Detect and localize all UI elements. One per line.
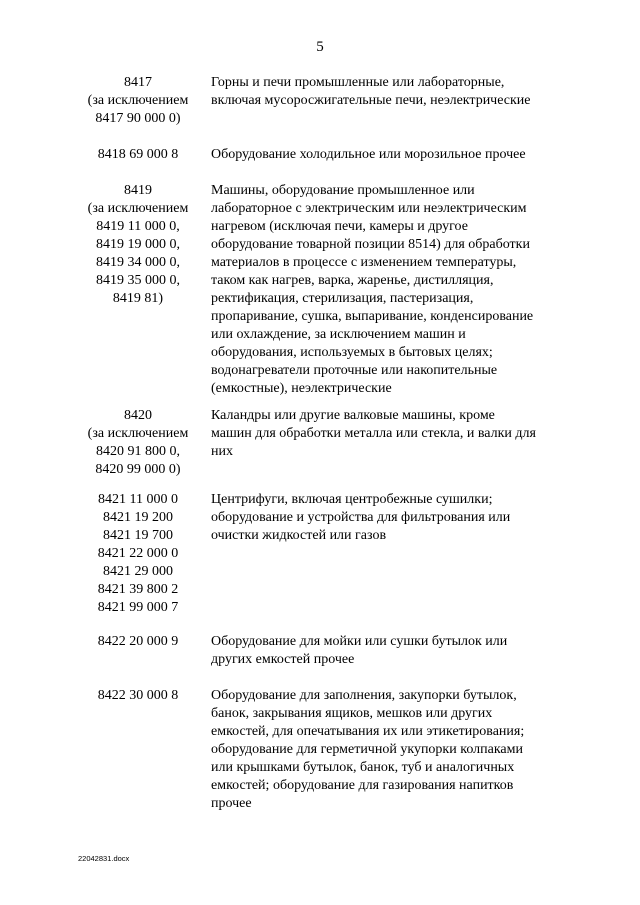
description-line: таком как нагрев, варка, жаренье, дистилляция, [211, 273, 494, 288]
description-line: емкостей, для опечатывания их или этикетирования; [211, 724, 525, 739]
description-cell [211, 633, 566, 669]
hs-code-line: 8421 11 000 0 [98, 492, 178, 507]
description-line: нагревом (исключая печи, камеры и другое [211, 219, 468, 234]
hs-code-line: 8420 [124, 408, 152, 423]
footer-filename: 22042831.docx [78, 854, 130, 863]
description-line: Оборудование для заполнения, закупорки бутылок, [211, 688, 517, 703]
description-line: банок, закрывания ящиков, мешков или других [211, 706, 493, 721]
hs-code-line: 8419 34 000 0, [96, 255, 180, 270]
description-line: машин для обработки металла или стекла, и валки для [211, 426, 536, 441]
hs-code-line: 8419 35 000 0, [96, 273, 180, 288]
hs-code-cell [78, 182, 198, 308]
hs-code-cell [78, 74, 198, 128]
description-line: оборудование для герметичной укупорки колпаками [211, 742, 523, 757]
hs-code-line: 8419 81) [112, 291, 164, 306]
hs-code-line: 8421 19 200 [103, 510, 173, 525]
description-cell [211, 407, 566, 461]
hs-code-line: 8422 20 000 9 [97, 634, 179, 649]
description-line: емкостей; оборудование для газирования напитков [211, 778, 514, 793]
description-line: водонагреватели проточные или накопительные [211, 363, 498, 378]
description-line: или крышками бутылок, банок, туб и аналогичных [211, 760, 515, 775]
description-line: Каландры или другие валковые машины, кроме [211, 408, 495, 423]
hs-code-line: 8421 99 000 7 [97, 600, 179, 615]
description-line: прочее [211, 796, 252, 811]
hs-code-line: 8417 90 000 0) [95, 111, 181, 126]
description-line: Горны и печи промышленные или лабораторные, [211, 75, 505, 90]
description-line: лабораторное с электрическим или неэлектрическим [211, 201, 527, 216]
description-line: или охлаждение, за исключением машин и [211, 327, 466, 342]
description-cell [211, 146, 566, 164]
page-number: 5 [316, 39, 324, 55]
hs-code-line: 8419 19 000 0, [96, 237, 180, 252]
hs-code-line: 8421 19 700 [103, 528, 173, 543]
description-line: Машины, оборудование промышленное или [211, 183, 475, 198]
hs-code-line: 8420 91 800 0, [96, 444, 180, 459]
description-line: включая мусоросжигательные печи, неэлектрические [211, 93, 531, 108]
description-line: оборудование товарной позиции 8514) для обработки [211, 237, 530, 252]
description-line: оборудование и устройства для фильтрования или [211, 510, 511, 525]
description-cell [211, 74, 566, 110]
description-line: других емкостей прочее [211, 652, 355, 667]
hs-code-cell [78, 146, 198, 164]
description-cell [211, 491, 566, 545]
hs-code-cell [78, 633, 198, 651]
description-line: оборудования, используемых в бытовых целях; [211, 345, 493, 360]
hs-code-line: (за исключением [87, 201, 189, 216]
description-line: материалов в процессе с изменением температуры, [211, 255, 517, 270]
description-line: Оборудование для мойки или сушки бутылок или [211, 634, 508, 649]
description-cell [211, 182, 566, 398]
hs-code-line: 8417 [124, 75, 152, 90]
hs-code-line: (за исключением [87, 426, 189, 441]
hs-code-line: 8421 22 000 0 [97, 546, 179, 561]
description-line: очистки жидкостей или газов [211, 528, 387, 543]
hs-code-line: 8419 11 000 0, [96, 219, 180, 234]
hs-code-cell [78, 407, 198, 479]
hs-code-cell [78, 687, 198, 705]
hs-code-line: (за исключением [87, 93, 189, 108]
hs-code-line: 8419 [124, 183, 152, 198]
hs-code-line: 8421 39 800 2 [97, 582, 179, 597]
description-line: ректификация, стерилизация, пастеризация, [211, 291, 474, 306]
description-line: пропаривание, сушка, выпаривание, конденсирование [211, 309, 534, 324]
description-cell [211, 687, 566, 813]
hs-code-line: 8422 30 000 8 [97, 688, 179, 703]
description-line: Центрифуги, включая центробежные сушилки; [211, 492, 493, 507]
description-line: (емкостные), неэлектрические [211, 381, 392, 396]
description-line: них [211, 444, 233, 459]
hs-code-line: 8418 69 000 8 [97, 147, 179, 162]
hs-code-line: 8421 29 000 [103, 564, 173, 579]
hs-code-cell [78, 491, 198, 617]
description-line: Оборудование холодильное или морозильное прочее [211, 147, 526, 162]
hs-code-line: 8420 99 000 0) [95, 462, 181, 477]
